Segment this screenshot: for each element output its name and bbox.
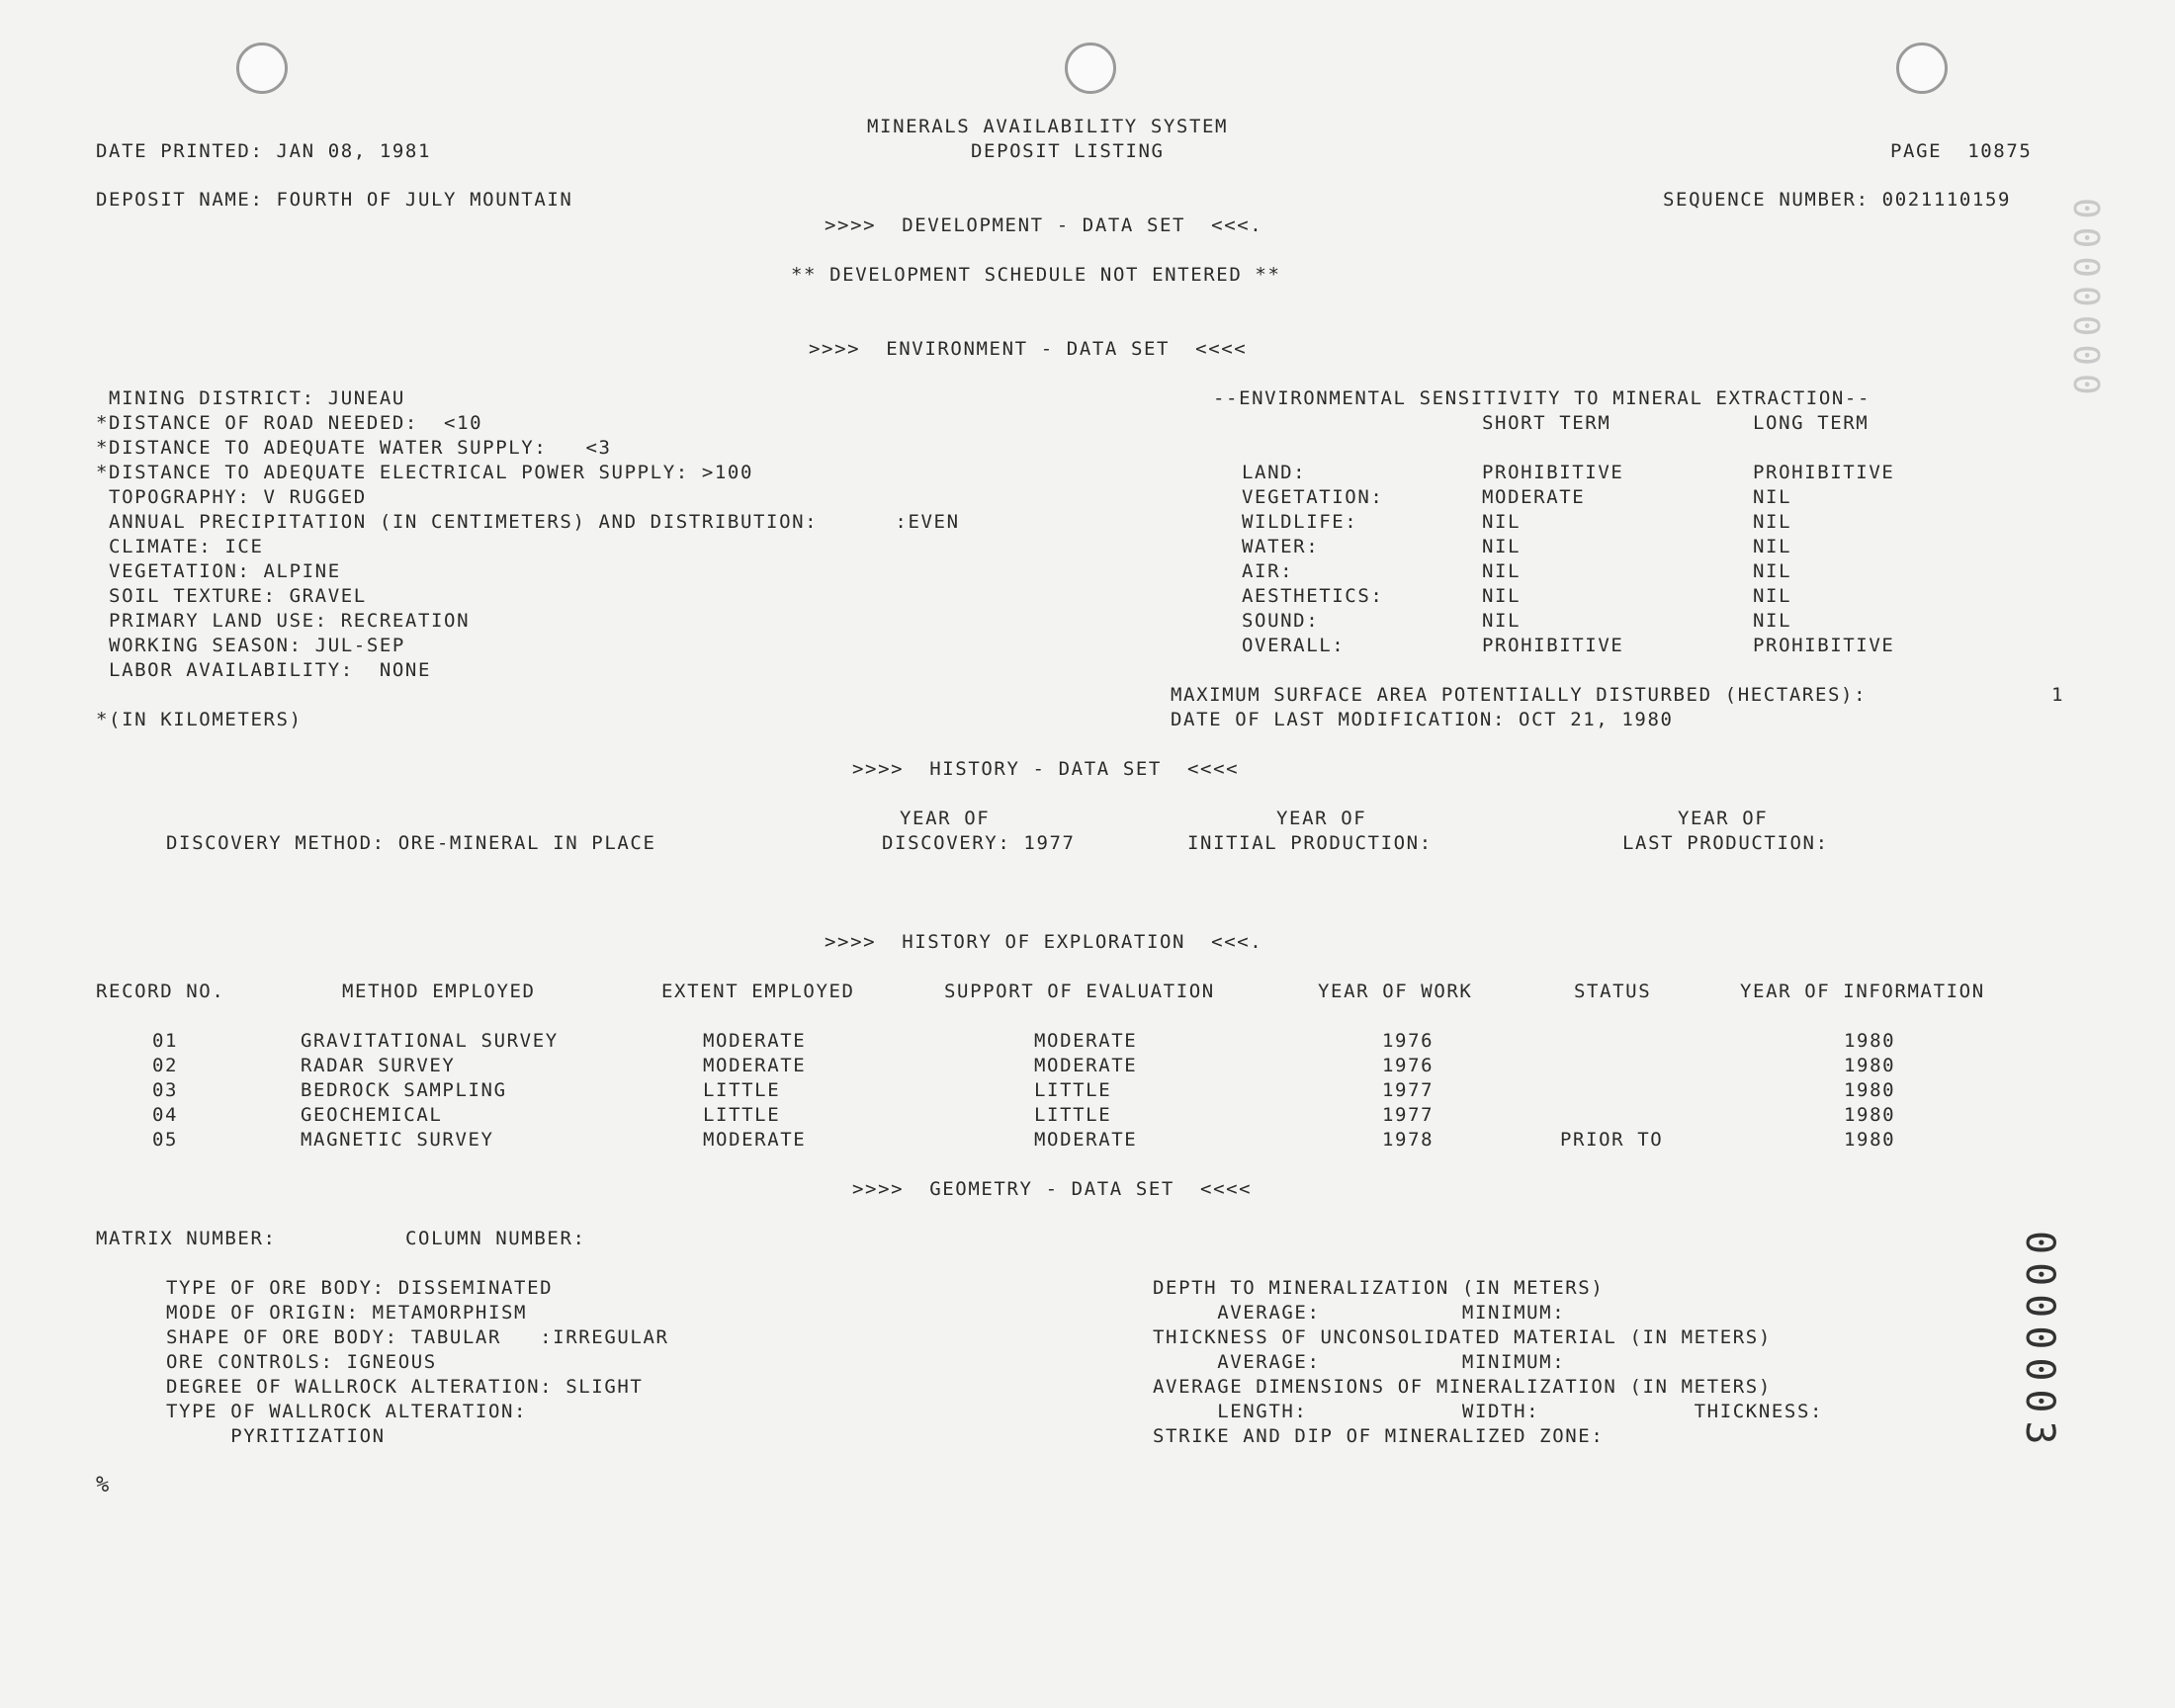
punch-hole-left — [236, 43, 288, 94]
punch-hole-right — [1896, 43, 1948, 94]
environment-line: SOIL TEXTURE: GRAVEL — [96, 585, 367, 607]
system-title: MINERALS AVAILABILITY SYSTEM — [867, 116, 1229, 137]
last-production: LAST PRODUCTION: — [1622, 832, 1829, 854]
sensitivity-label: WILDLIFE: — [1242, 511, 1358, 533]
col-extent: EXTENT EMPLOYED — [661, 981, 855, 1002]
method-employed: GRAVITATIONAL SURVEY — [301, 1030, 559, 1052]
geometry-left-line: TYPE OF ORE BODY: DISSEMINATED — [166, 1277, 554, 1299]
sensitivity-label: VEGETATION: — [1242, 486, 1384, 508]
date-printed: DATE PRINTED: JAN 08, 1981 — [96, 140, 432, 162]
support-evaluation: MODERATE — [1034, 1129, 1138, 1151]
history-heading: >>>> HISTORY - DATA SET <<<< — [852, 758, 1240, 780]
geometry-left-line: TYPE OF WALLROCK ALTERATION: — [166, 1401, 528, 1422]
year-of-initial-label: YEAR OF — [1276, 808, 1367, 829]
col-year-info: YEAR OF INFORMATION — [1740, 981, 1985, 1002]
support-evaluation: MODERATE — [1034, 1030, 1138, 1052]
method-employed: RADAR SURVEY — [301, 1055, 456, 1076]
geometry-left-line: DEGREE OF WALLROCK ALTERATION: SLIGHT — [166, 1376, 644, 1398]
sensitivity-short: NIL — [1482, 536, 1522, 557]
percent-mark: % — [96, 1473, 111, 1497]
environment-line: VEGETATION: ALPINE — [96, 560, 341, 582]
sequence-number: SEQUENCE NUMBER: 0021110159 — [1663, 189, 2012, 211]
sensitivity-short: NIL — [1482, 610, 1522, 632]
col-support: SUPPORT OF EVALUATION — [944, 981, 1215, 1002]
extent-employed: MODERATE — [703, 1129, 807, 1151]
sensitivity-short: NIL — [1482, 585, 1522, 607]
sensitivity-label: OVERALL: — [1242, 635, 1346, 656]
sensitivity-long: PROHIBITIVE — [1753, 462, 1895, 483]
sensitivity-label: SOUND: — [1242, 610, 1320, 632]
col-method: METHOD EMPLOYED — [342, 981, 536, 1002]
environment-line: *DISTANCE TO ADEQUATE WATER SUPPLY: <3 — [96, 437, 612, 459]
environment-line: TOPOGRAPHY: V RUGGED — [96, 486, 367, 508]
sensitivity-short: PROHIBITIVE — [1482, 635, 1624, 656]
max-surface-label: MAXIMUM SURFACE AREA POTENTIALLY DISTURBED (HECTARES): — [1171, 684, 1868, 706]
col-long-term: LONG TERM — [1753, 412, 1870, 434]
km-note: *(IN KILOMETERS) — [96, 709, 303, 730]
geometry-left-line: MODE OF ORIGIN: METAMORPHISM — [166, 1302, 528, 1324]
environment-line: *DISTANCE OF ROAD NEEDED: <10 — [96, 412, 483, 434]
year-of-work: 1976 — [1382, 1055, 1435, 1076]
sensitivity-label: LAND: — [1242, 462, 1307, 483]
column-number: COLUMN NUMBER: — [405, 1228, 586, 1249]
margin-stamp-bleed: 0000000 — [2065, 198, 2106, 403]
year-of-information: 1980 — [1844, 1104, 1896, 1126]
sensitivity-long: PROHIBITIVE — [1753, 635, 1895, 656]
col-status: STATUS — [1574, 981, 1652, 1002]
sensitivity-short: NIL — [1482, 511, 1522, 533]
year-of-work: 1978 — [1382, 1129, 1435, 1151]
discovery-method: DISCOVERY METHOD: ORE-MINERAL IN PLACE — [166, 832, 656, 854]
geometry-left-line: ORE CONTROLS: IGNEOUS — [166, 1351, 437, 1373]
geometry-right-line: AVERAGE: MINIMUM: — [1153, 1351, 1566, 1373]
year-of-last-label: YEAR OF — [1678, 808, 1769, 829]
environment-line: LABOR AVAILABILITY: NONE — [96, 659, 432, 681]
support-evaluation: MODERATE — [1034, 1055, 1138, 1076]
environment-line: MINING DISTRICT: JUNEAU — [96, 387, 405, 409]
sensitivity-long: NIL — [1753, 511, 1792, 533]
method-employed: MAGNETIC SURVEY — [301, 1129, 494, 1151]
sensitivity-long: NIL — [1753, 486, 1792, 508]
sensitivity-label: WATER: — [1242, 536, 1320, 557]
geometry-heading: >>>> GEOMETRY - DATA SET <<<< — [852, 1178, 1253, 1200]
environment-heading: >>>> ENVIRONMENT - DATA SET <<<< — [809, 338, 1248, 360]
record-number: 01 — [152, 1030, 179, 1052]
year-of-information: 1980 — [1844, 1129, 1896, 1151]
col-record-no: RECORD NO. — [96, 981, 225, 1002]
support-evaluation: LITTLE — [1034, 1104, 1112, 1126]
geometry-left-line: PYRITIZATION — [166, 1425, 386, 1447]
page-number: PAGE 10875 — [1890, 140, 2033, 162]
sensitivity-short: NIL — [1482, 560, 1522, 582]
geometry-left-line: SHAPE OF ORE BODY: TABULAR :IRREGULAR — [166, 1326, 669, 1348]
environment-line: CLIMATE: ICE — [96, 536, 264, 557]
support-evaluation: LITTLE — [1034, 1079, 1112, 1101]
environment-line: ANNUAL PRECIPITATION (IN CENTIMETERS) AND DISTRIBUTION: :EVEN — [96, 511, 960, 533]
environment-line: PRIMARY LAND USE: RECREATION — [96, 610, 471, 632]
punch-hole-center — [1065, 43, 1116, 94]
sensitivity-title: --ENVIRONMENTAL SENSITIVITY TO MINERAL EXTRACTION-- — [1213, 387, 1870, 409]
record-number: 03 — [152, 1079, 179, 1101]
discovery-year: DISCOVERY: 1977 — [882, 832, 1076, 854]
sensitivity-long: NIL — [1753, 560, 1792, 582]
development-note: ** DEVELOPMENT SCHEDULE NOT ENTERED ** — [791, 264, 1281, 286]
sensitivity-short: MODERATE — [1482, 486, 1586, 508]
year-of-work: 1977 — [1382, 1104, 1435, 1126]
extent-employed: MODERATE — [703, 1030, 807, 1052]
sensitivity-label: AESTHETICS: — [1242, 585, 1384, 607]
geometry-right-line: DEPTH TO MINERALIZATION (IN METERS) — [1153, 1277, 1605, 1299]
col-short-term: SHORT TERM — [1482, 412, 1611, 434]
exploration-heading: >>>> HISTORY OF EXPLORATION <<<. — [825, 931, 1263, 953]
year-of-information: 1980 — [1844, 1079, 1896, 1101]
method-employed: BEDROCK SAMPLING — [301, 1079, 507, 1101]
matrix-number: MATRIX NUMBER: — [96, 1228, 277, 1249]
geometry-right-line: AVERAGE: MINIMUM: — [1153, 1302, 1566, 1324]
initial-production: INITIAL PRODUCTION: — [1187, 832, 1433, 854]
sensitivity-long: NIL — [1753, 585, 1792, 607]
max-surface-value: 1 — [2051, 684, 2065, 706]
col-year-work: YEAR OF WORK — [1318, 981, 1473, 1002]
year-of-discovery-label: YEAR OF — [900, 808, 991, 829]
year-of-work: 1977 — [1382, 1079, 1435, 1101]
deposit-name: DEPOSIT NAME: FOURTH OF JULY MOUNTAIN — [96, 189, 573, 211]
extent-employed: MODERATE — [703, 1055, 807, 1076]
method-employed: GEOCHEMICAL — [301, 1104, 443, 1126]
record-number: 02 — [152, 1055, 179, 1076]
year-of-information: 1980 — [1844, 1030, 1896, 1052]
environment-line: WORKING SEASON: JUL-SEP — [96, 635, 405, 656]
status: PRIOR TO — [1560, 1129, 1664, 1151]
year-of-work: 1976 — [1382, 1030, 1435, 1052]
sensitivity-label: AIR: — [1242, 560, 1294, 582]
record-number: 04 — [152, 1104, 179, 1126]
geometry-right-line: THICKNESS OF UNCONSOLIDATED MATERIAL (IN METERS) — [1153, 1326, 1772, 1348]
margin-stamp: 0000003 — [2017, 1231, 2062, 1453]
year-of-information: 1980 — [1844, 1055, 1896, 1076]
extent-employed: LITTLE — [703, 1104, 781, 1126]
record-number: 05 — [152, 1129, 179, 1151]
geometry-right-line: STRIKE AND DIP OF MINERALIZED ZONE: — [1153, 1425, 1605, 1447]
geometry-right-line: LENGTH: WIDTH: THICKNESS: — [1153, 1401, 1824, 1422]
extent-employed: LITTLE — [703, 1079, 781, 1101]
sensitivity-long: NIL — [1753, 610, 1792, 632]
environment-line: *DISTANCE TO ADEQUATE ELECTRICAL POWER SUPPLY: >100 — [96, 462, 753, 483]
last-modification: DATE OF LAST MODIFICATION: OCT 21, 1980 — [1171, 709, 1674, 730]
sensitivity-short: PROHIBITIVE — [1482, 462, 1624, 483]
sensitivity-long: NIL — [1753, 536, 1792, 557]
listing-title: DEPOSIT LISTING — [971, 140, 1165, 162]
development-heading: >>>> DEVELOPMENT - DATA SET <<<. — [825, 214, 1263, 236]
geometry-right-line: AVERAGE DIMENSIONS OF MINERALIZATION (IN METERS) — [1153, 1376, 1772, 1398]
